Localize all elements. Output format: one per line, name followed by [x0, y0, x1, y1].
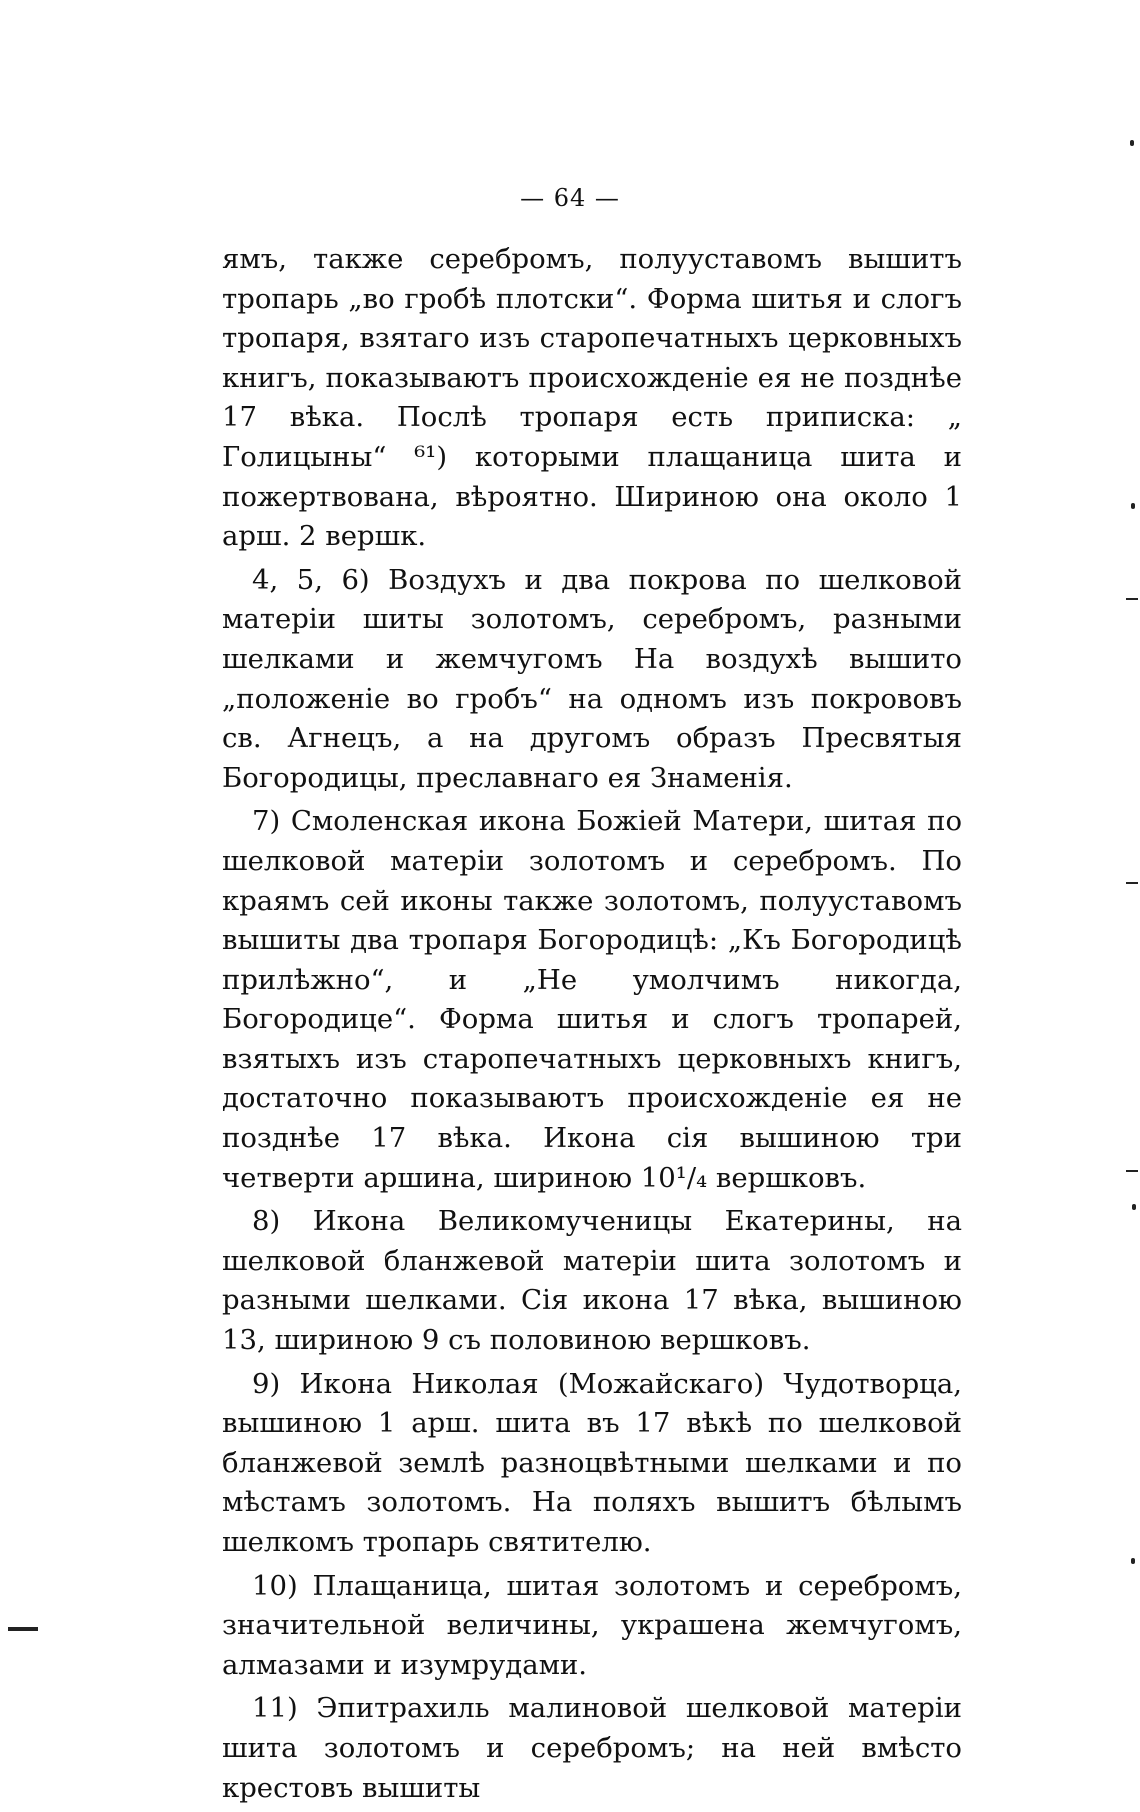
paragraph-item-7: 7) Смоленская икона Божіей Матери, шитая по шелковой матеріи золотомъ и серебромъ. По краямъ сей иконы также золотомъ, полууставомъ вышиты два тропаря Богородицѣ: „Къ Богородицѣ прилѣжно“, и „Не умолчимъ никогда, Богородице“. Форма шитья и слогъ тропарей, взятыхъ изъ старопечатныхъ церковныхъ книгъ, достаточно показываютъ происхожденіе ея не позднѣе 17 вѣка. Икона сія вышиною три четверти аршина, шириною 10¹/₄ вершковъ. — [222, 805, 962, 1194]
scan-dot — [1132, 1204, 1136, 1210]
scan-mark-right — [1126, 1170, 1138, 1172]
scan-mark-right — [1126, 598, 1138, 600]
paragraph-items-4-6: 4, 5, 6) Воздухъ и два покрова по шелковой матеріи шиты золотомъ, серебромъ, разными шелками и жемчугомъ На воздухѣ вышито „положеніе во гробъ“ на одномъ изъ покрововъ св. Агнецъ, а на другомъ образъ Пресвятыя Богородицы, преславнаго ея Знаменія. — [222, 563, 962, 794]
body-text — [222, 240, 962, 1812]
page-number: — 64 — — [520, 184, 620, 212]
paragraph-item-11: 11) Эпитрахиль малиновой шелковой матеріи шита золотомъ и серебромъ; на ней вмѣсто крестовъ вышиты — [222, 1692, 962, 1804]
scan-dot — [1131, 1558, 1135, 1564]
paragraph-item-10: 10) Плащаница, шитая золотомъ и серебромъ, значительной величины, украшена жемчугомъ, алмазами и изумрудами. — [222, 1569, 962, 1681]
scan-dot — [1130, 140, 1134, 146]
scan-mark-left — [8, 1627, 38, 1631]
scan-mark-right — [1126, 882, 1138, 884]
scan-dot — [1131, 503, 1135, 509]
paragraph-continuation: ямъ, также серебромъ, полууставомъ вышитъ тропарь „во гробѣ плотски“. Форма шитья и слогъ тропаря, взятаго изъ старопечатныхъ церковныхъ книгъ, показываютъ происхожденіе ея не позднѣе 17 вѣка. Послѣ тропаря есть приписка: „ Голицыны“ ⁶¹) которыми плащаница шита и пожертвована, вѣроятно. Шириною она около 1 арш. 2 вершк. — [222, 243, 962, 553]
paragraph-item-9: 9) Икона Николая (Можайскаго) Чудотворца, вышиною 1 арш. шита въ 17 вѣкѣ по шелковой бланжевой землѣ разноцвѣтными шелками и по мѣстамъ золотомъ. На поляхъ вышитъ бѣлымъ шелкомъ тропарь святителю. — [222, 1367, 962, 1558]
paragraph-item-8: 8) Икона Великомученицы Екатерины, на шелковой бланжевой матеріи шита золотомъ и разными шелками. Сія икона 17 вѣка, вышиною 13, шириною 9 съ половиною вершковъ. — [222, 1205, 962, 1357]
